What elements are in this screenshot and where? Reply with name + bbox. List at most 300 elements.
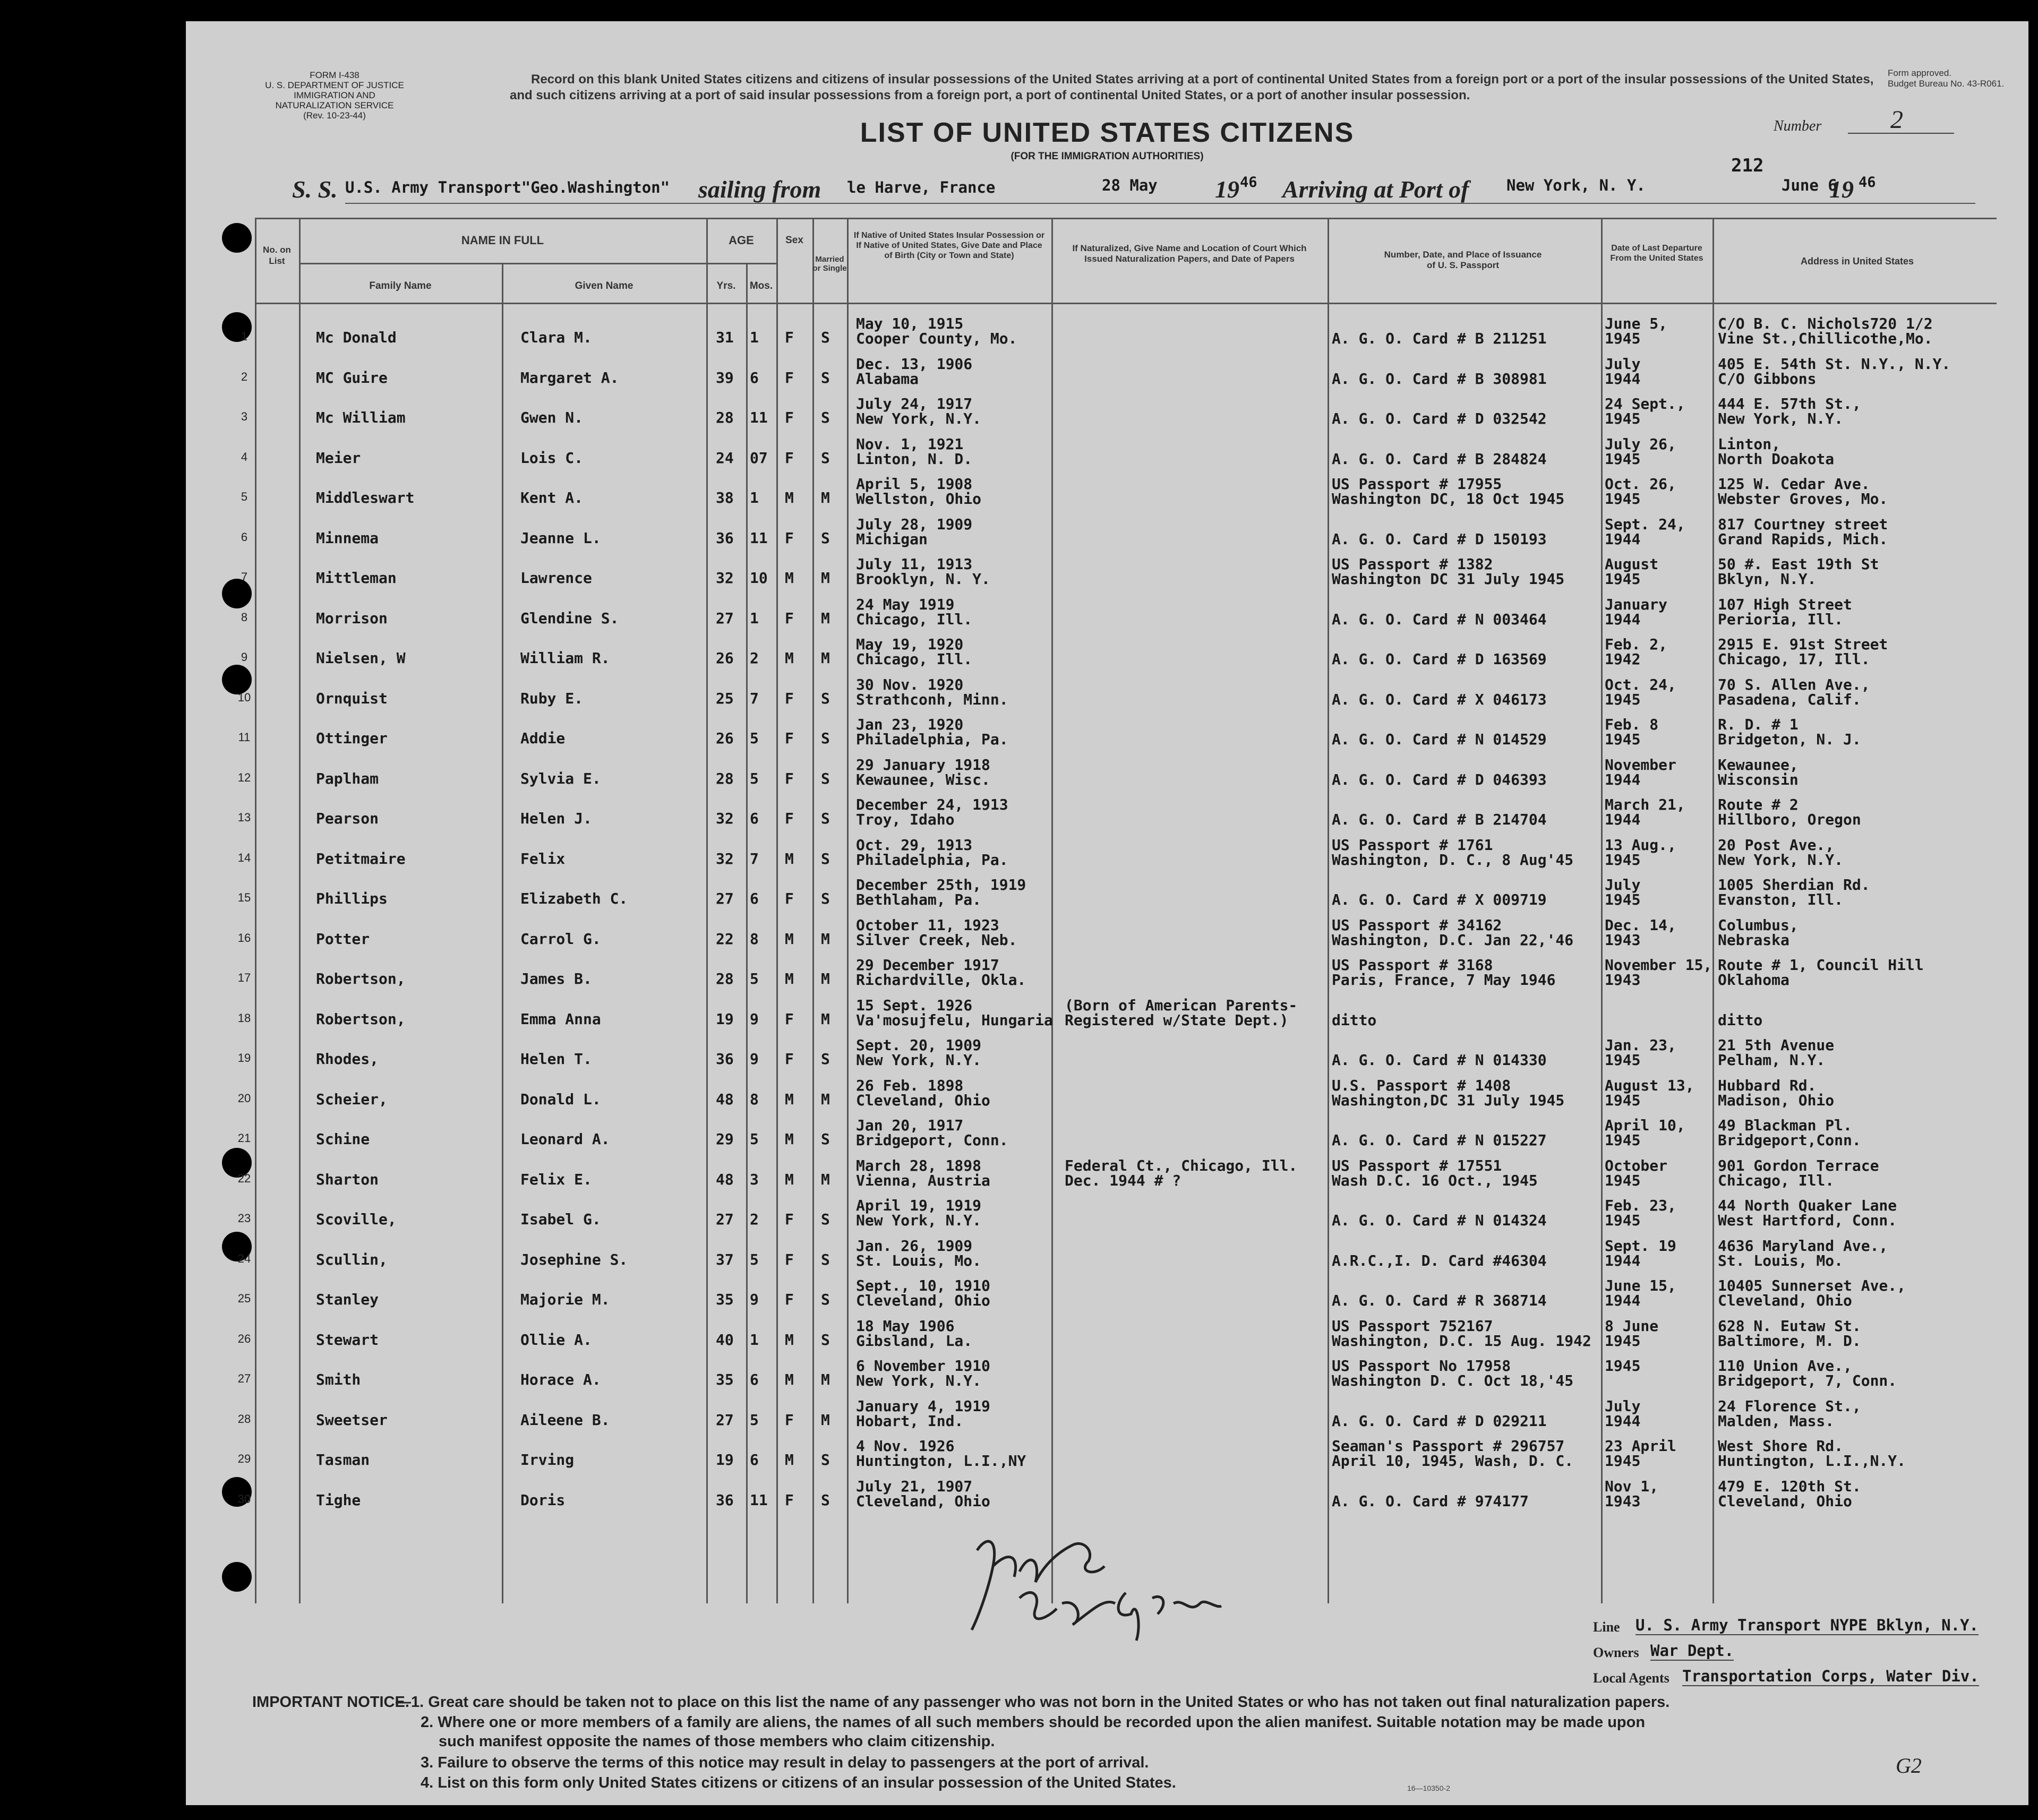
departure-line-2: 1943: [1605, 931, 1641, 949]
row-number: 11: [238, 731, 251, 744]
row-number: 1: [241, 330, 248, 343]
departure-line-1: 23 April: [1605, 1437, 1676, 1455]
departure-line-1: 1945: [1605, 1357, 1641, 1375]
birth-place: Hobart, Ind.: [856, 1412, 964, 1430]
age-years: 26: [716, 649, 734, 667]
birth-date: October 11, 1923: [856, 916, 999, 934]
manifest-sheet: [186, 21, 2028, 1805]
departure-line-2: 1945: [1605, 1332, 1641, 1350]
departure-line-2: 1945: [1605, 410, 1641, 427]
row-number: 17: [237, 971, 251, 984]
address-line-1: 628 N. Eutaw St.: [1718, 1317, 1861, 1335]
punch-hole-icon: [222, 1562, 252, 1592]
given-name: James B.: [520, 970, 592, 988]
age-months: 8: [750, 930, 759, 948]
passport-line-2: Paris, France, 7 May 1946: [1332, 971, 1556, 989]
sex: F: [785, 1050, 794, 1068]
table-row: [186, 597, 2028, 637]
table-row: [186, 1118, 2028, 1157]
birth-date: 30 Nov. 1920: [856, 675, 964, 693]
age-years: 38: [716, 489, 734, 506]
age-years: 27: [716, 890, 734, 907]
birth-date: Jan. 26, 1909: [856, 1237, 973, 1255]
table-row: [186, 677, 2028, 717]
family-name: Schine: [316, 1130, 370, 1148]
family-name: Petitmaire: [316, 849, 406, 868]
given-name: Josephine S.: [520, 1250, 628, 1268]
row-number: 13: [237, 811, 251, 824]
sailing-label: sailing from: [698, 176, 821, 203]
passport-line-2: A. G. O. Card # N 014324: [1332, 1212, 1547, 1229]
departure-line-1: January: [1605, 595, 1668, 613]
birth-place: Richardville, Okla.: [856, 971, 1026, 989]
birth-date: Jan 23, 1920: [856, 716, 964, 733]
departure-line-2: 1943: [1605, 971, 1641, 989]
departure-line-2: 1945: [1605, 1131, 1641, 1149]
row-number: 3: [241, 410, 248, 423]
table-row: [186, 917, 2028, 957]
birth-date: 29 December 1917: [856, 956, 999, 974]
row-number: 12: [237, 770, 251, 784]
address-line-2: New York, N.Y.: [1718, 410, 1844, 427]
birth-place: Bethlaham, Pa.: [856, 891, 982, 908]
address-line-2: Huntington, L.I.,N.Y.: [1718, 1452, 1906, 1470]
age-months: 1: [750, 329, 759, 346]
passport-line-2: A. G. O. Card # D 150193: [1332, 530, 1547, 548]
given-name: Margaret A.: [520, 368, 619, 387]
sex: M: [785, 930, 794, 948]
passport-line-2: A. G. O. Card # B 214704: [1332, 811, 1547, 828]
age-months: 5: [750, 1250, 759, 1268]
given-name: Carrol G.: [520, 930, 601, 948]
passport-line-1: U.S. Passport # 1408: [1332, 1076, 1511, 1094]
budget-line: Budget Bureau No. 43-R061.: [1888, 79, 2005, 89]
address-line-2: Bridgeton, N. J.: [1718, 731, 1861, 748]
age-months: 5: [750, 970, 759, 988]
given-name: Isabel G.: [520, 1211, 601, 1228]
departure-line-1: Dec. 14,: [1605, 916, 1676, 934]
birth-date: July 11, 1913: [856, 555, 973, 573]
passport-line-2: A. G. O. Card # D 163569: [1332, 650, 1547, 668]
age-months: 5: [750, 729, 759, 747]
notice-3: 3. Failure to observe the terms of this notice may result in delay to passengers at the port of arrival.: [421, 1754, 1149, 1771]
marital-status: M: [821, 609, 830, 627]
age-months: 6: [750, 1451, 759, 1469]
row-number: 2: [241, 370, 248, 383]
header-name-in-full: NAME IN FULL: [461, 234, 544, 247]
address-line-1: 21 5th Avenue: [1718, 1036, 1835, 1054]
birth-place: Cleveland, Ohio: [856, 1091, 990, 1109]
address-line-2: Vine St.,Chillicothe,Mo.: [1718, 330, 1933, 347]
table-row: [186, 1318, 2028, 1358]
address-line-2: Perioria, Ill.: [1718, 610, 1844, 628]
table-row: [186, 1037, 2028, 1077]
family-name: Mittleman: [316, 569, 397, 587]
row-number: 26: [237, 1332, 251, 1345]
age-subheader-rule: [706, 263, 776, 264]
departure-line-1: Jan. 23,: [1605, 1036, 1676, 1054]
birth-date: April 19, 1919: [856, 1197, 982, 1214]
departure-line-1: Feb. 23,: [1605, 1197, 1676, 1214]
departure-line-2: 1944: [1605, 530, 1641, 548]
table-row: [186, 316, 2028, 356]
sex: F: [785, 609, 794, 627]
passport-line-1: US Passport 752167: [1332, 1317, 1493, 1335]
marital-status: S: [821, 1250, 830, 1268]
age-years: 28: [716, 409, 734, 426]
birth-date: Nov. 1, 1921: [856, 435, 964, 453]
departure-line-1: Sept. 24,: [1605, 515, 1685, 533]
age-months: 8: [750, 1090, 759, 1108]
departure-line-1: June 5,: [1605, 315, 1668, 332]
departure-line-2: 1942: [1605, 650, 1641, 668]
birth-date: 18 May 1906: [856, 1317, 955, 1335]
given-name: Aileene B.: [520, 1411, 610, 1429]
sex: M: [785, 489, 794, 506]
family-name: Morrison: [316, 609, 388, 627]
age-years: 32: [716, 569, 734, 587]
address-line-2: West Hartford, Conn.: [1718, 1212, 1897, 1229]
passport-line-2: ditto: [1332, 1011, 1377, 1029]
birth-place: New York, N.Y.: [856, 1372, 982, 1389]
address-line-1: 4636 Maryland Ave.,: [1718, 1237, 1888, 1255]
address-line-1: 50 #. East 19th St: [1718, 555, 1879, 573]
row-number: 22: [237, 1171, 251, 1185]
birth-place: Cooper County, Mo.: [856, 330, 1017, 347]
birth-place: Va'mosujfelu, Hungaria: [856, 1011, 1053, 1029]
naturalization-line-2: Registered w/State Dept.): [1065, 1011, 1289, 1029]
departure-line-1: October: [1605, 1156, 1668, 1174]
departure-line-1: 24 Sept.,: [1605, 395, 1685, 413]
departure-line-2: 1943: [1605, 1492, 1641, 1510]
family-name: Scullin,: [316, 1250, 388, 1268]
address-line-1: 479 E. 120th St.: [1718, 1477, 1861, 1495]
departure-line-1: 13 Aug.,: [1605, 836, 1676, 854]
table-header-rule: [255, 303, 1997, 304]
address-line-1: 20 Post Ave.,: [1718, 836, 1835, 854]
given-name: Gwen N.: [520, 409, 584, 426]
marital-status: S: [821, 1451, 830, 1469]
header-mos: Mos.: [749, 280, 773, 291]
departure-line-2: 1945: [1605, 1452, 1641, 1470]
address-line-2: Oklahoma: [1718, 971, 1789, 989]
address-line-2: Cleveland, Ohio: [1718, 1292, 1852, 1309]
address-line-1: 901 Gordon Terrace: [1718, 1156, 1879, 1174]
year-prefix: 19: [1215, 176, 1239, 203]
sail-year: 46: [1240, 174, 1257, 191]
family-name: Sweetser: [316, 1411, 388, 1429]
header-passport: Number, Date, and Place of Issuance of U. S. Passport: [1384, 250, 1542, 270]
marital-status: S: [821, 409, 830, 426]
family-name: Phillips: [316, 890, 388, 907]
marital-status: M: [821, 970, 830, 988]
sex: M: [785, 1371, 794, 1388]
family-name: MC Guire: [316, 368, 388, 387]
departure-line-2: 1945: [1605, 330, 1641, 347]
address-line-2: St. Louis, Mo.: [1718, 1251, 1844, 1269]
notice-4: 4. List on this form only United States citizens or citizens of an insular possession of the United States.: [421, 1774, 1176, 1791]
page-mark: G2: [1896, 1754, 1922, 1778]
row-number: 19: [237, 1051, 251, 1064]
sex: F: [785, 409, 794, 426]
given-name: Horace A.: [520, 1371, 601, 1388]
table-row: [186, 757, 2028, 797]
passport-line-2: A. G. O. Card # D 046393: [1332, 770, 1547, 788]
owners-label: Owners: [1593, 1645, 1639, 1660]
number-label: Number: [1774, 118, 1822, 134]
birth-date: December 24, 1913: [856, 796, 1008, 813]
marital-status: M: [821, 1090, 830, 1108]
table-top-rule: [255, 218, 1997, 219]
passport-line-2: Washington, D. C., 8 Aug'45: [1332, 851, 1574, 869]
table-row: [186, 957, 2028, 997]
row-number: 21: [237, 1131, 251, 1145]
departure-line-1: Oct. 26,: [1605, 475, 1676, 493]
sex: F: [785, 1211, 794, 1228]
row-number: 15: [237, 891, 251, 904]
given-name: Doris: [520, 1491, 566, 1509]
marital-status: S: [821, 810, 830, 827]
family-name: Paplham: [316, 769, 379, 787]
sex: M: [785, 569, 794, 587]
birth-date: May 10, 1915: [856, 315, 964, 332]
age-months: 7: [750, 689, 759, 707]
address-line-1: Linton,: [1718, 435, 1781, 453]
address-line-1: 44 North Quaker Lane: [1718, 1197, 1897, 1214]
departure-line-2: 1944: [1605, 1412, 1641, 1430]
departure-line-1: July: [1605, 355, 1641, 373]
handwritten-signature: [956, 1518, 1232, 1646]
age-years: 40: [716, 1330, 734, 1349]
departure-line-1: August: [1605, 555, 1659, 573]
passport-line-1: US Passport No 17958: [1332, 1357, 1511, 1375]
address-line-1: 24 Florence St.,: [1718, 1397, 1861, 1415]
passport-line-2: A. G. O. Card # B 284824: [1332, 450, 1547, 468]
naturalization-line-1: Federal Ct., Chicago, Ill.: [1065, 1156, 1298, 1174]
sex: F: [785, 1010, 794, 1028]
birth-place: Cleveland, Ohio: [856, 1492, 990, 1510]
sex: F: [785, 689, 794, 707]
birth-place: Wellston, Ohio: [856, 490, 982, 508]
age-months: 9: [750, 1010, 759, 1028]
age-months: 5: [750, 1130, 759, 1148]
row-number: 8: [241, 610, 248, 624]
age-months: 10: [750, 569, 768, 587]
given-name: Addie: [520, 729, 566, 747]
passport-line-1: US Passport # 34162: [1332, 916, 1502, 934]
age-years: 19: [716, 1451, 734, 1469]
table-row: [186, 356, 2028, 396]
table-row: [186, 837, 2028, 877]
table-row: [186, 877, 2028, 917]
address-line-1: 125 W. Cedar Ave.: [1718, 475, 1870, 493]
departure-line-1: July 26,: [1605, 435, 1676, 453]
birth-place: New York, N.Y.: [856, 410, 982, 427]
punch-hole-icon: [222, 223, 252, 253]
departure-line-1: July: [1605, 1397, 1641, 1415]
departure-line-2: 1944: [1605, 610, 1641, 628]
birth-date: Jan 20, 1917: [856, 1117, 964, 1134]
address-line-1: 444 E. 57th St.,: [1718, 395, 1861, 413]
departure-line-2: 1945: [1605, 490, 1641, 508]
birth-place: New York, N.Y.: [856, 1051, 982, 1069]
departure-line-2: 1944: [1605, 370, 1641, 388]
passport-line-2: A. G. O. Card # B 211251: [1332, 330, 1547, 347]
address-line-1: C/O B. C. Nichols720 1/2: [1718, 315, 1933, 332]
marital-status: M: [821, 1411, 830, 1429]
arrival-port: New York, N. Y.: [1506, 176, 1646, 194]
table-row: [186, 556, 2028, 596]
table-row: [186, 436, 2028, 476]
arrival-year-prefix: 19: [1829, 176, 1854, 203]
age-years: 27: [716, 1211, 734, 1228]
age-months: 7: [750, 849, 759, 868]
agents-value: Transportation Corps, Water Div.: [1682, 1667, 1979, 1685]
address-line-2: Chicago, 17, Ill.: [1718, 650, 1870, 668]
marital-status: S: [821, 329, 830, 346]
address-line-1: Route # 1, Council Hill: [1718, 956, 1924, 974]
marital-status: M: [821, 1010, 830, 1028]
form-revision: (Rev. 10-23-44): [303, 110, 366, 121]
birth-place: Gibsland, La.: [856, 1332, 973, 1350]
marital-status: S: [821, 1330, 830, 1349]
marital-status: M: [821, 1170, 830, 1188]
departure-line-2: 1945: [1605, 1051, 1641, 1069]
age-years: 32: [716, 810, 734, 827]
sex: F: [785, 1491, 794, 1509]
passport-line-2: April 10, 1945, Wash, D. C.: [1332, 1452, 1574, 1470]
birth-place: Troy, Idaho: [856, 811, 955, 828]
age-years: 24: [716, 449, 734, 467]
row-number: 24: [237, 1251, 251, 1265]
marital-status: S: [821, 769, 830, 787]
birth-place: Silver Creek, Neb.: [856, 931, 1017, 949]
table-row: [186, 998, 2028, 1037]
row-number: 6: [241, 530, 248, 544]
passport-line-2: Washington D. C. Oct 18,'45: [1332, 1372, 1574, 1389]
address-line-1: 49 Blackman Pl.: [1718, 1117, 1852, 1134]
arrival-year: 46: [1859, 174, 1876, 191]
birth-date: Sept. 20, 1909: [856, 1036, 982, 1054]
marital-status: M: [821, 649, 830, 667]
address-line-1: Kewaunee,: [1718, 756, 1799, 774]
age-months: 5: [750, 769, 759, 787]
notice-2a: 2. Where one or more members of a family are aliens, the names of all such members should be recorded upon the alien manifest. Suitable notation may be made upon: [421, 1714, 1646, 1731]
approved-line: Form approved.: [1888, 68, 1951, 78]
address-line-2: Malden, Mass.: [1718, 1412, 1835, 1430]
passport-line-1: US Passport # 17955: [1332, 475, 1502, 493]
given-name: Emma Anna: [520, 1010, 601, 1028]
row-number: 29: [237, 1452, 251, 1465]
table-row: [186, 476, 2028, 516]
row-number: 28: [237, 1412, 251, 1426]
age-years: 27: [716, 1411, 734, 1429]
age-months: 11: [750, 529, 768, 547]
marital-status: S: [821, 849, 830, 868]
table-row: [186, 637, 2028, 676]
family-name: Scheier,: [316, 1090, 388, 1108]
table-row: [186, 1438, 2028, 1478]
page-title: LIST OF UNITED STATES CITIZENS: [860, 117, 1355, 148]
row-number: 20: [237, 1091, 251, 1105]
age-years: 35: [716, 1371, 734, 1388]
address-line-2: Cleveland, Ohio: [1718, 1492, 1852, 1510]
departure-line-1: April 10,: [1605, 1117, 1685, 1134]
marital-status: S: [821, 368, 830, 387]
sex: F: [785, 729, 794, 747]
sex: F: [785, 1411, 794, 1429]
age-years: 39: [716, 368, 734, 387]
address-line-2: Baltimore, M. D.: [1718, 1332, 1861, 1350]
family-name: Pearson: [316, 810, 379, 827]
address-line-1: 10405 Sunnerset Ave.,: [1718, 1277, 1906, 1294]
marital-status: S: [821, 1050, 830, 1068]
from-port: le Harve, France: [847, 178, 996, 196]
birth-place: Vienna, Austria: [856, 1171, 990, 1189]
given-name: Felix E.: [520, 1170, 592, 1188]
passport-line-1: Seaman's Passport # 296757: [1332, 1437, 1565, 1455]
address-line-1: R. D. # 1: [1718, 716, 1799, 733]
birth-place: New York, N.Y.: [856, 1212, 982, 1229]
age-years: 27: [716, 609, 734, 627]
owners-value: War Dept.: [1650, 1642, 1734, 1660]
line-value: U. S. Army Transport NYPE Bklyn, N.Y.: [1635, 1616, 1979, 1634]
address-line-1: Hubbard Rd.: [1718, 1076, 1817, 1094]
family-name: Sharton: [316, 1170, 379, 1188]
table-row: [186, 1158, 2028, 1198]
age-years: 22: [716, 930, 734, 948]
naturalization-line-2: Dec. 1944 # ?: [1065, 1171, 1181, 1189]
passport-line-2: A. G. O. Card # D 032542: [1332, 410, 1547, 427]
departure-line-1: Sept. 19: [1605, 1237, 1676, 1255]
row-number: 4: [241, 450, 248, 463]
table-row: [186, 1278, 2028, 1318]
departure-line-1: August 13,: [1605, 1076, 1694, 1094]
birth-date: January 4, 1919: [856, 1397, 990, 1415]
birth-place: Michigan: [856, 530, 928, 548]
family-name: Scoville,: [316, 1211, 397, 1228]
age-months: 6: [750, 890, 759, 907]
row-number: 14: [237, 851, 251, 864]
departure-line-2: 1945: [1605, 450, 1641, 468]
birth-date: Oct. 29, 1913: [856, 836, 973, 854]
ship-name: U.S. Army Transport"Geo.Washington": [345, 178, 670, 196]
header-address: Address in United States: [1800, 256, 1914, 267]
passport-line-2: A. G. O. Card # X 046173: [1332, 690, 1547, 708]
age-years: 36: [716, 529, 734, 547]
intro-text: Record on this blank United States citizens and citizens of insular possessions of the United States arriving at a port of continental United States from a foreign port or a port of the insular possessions of the United States, and such citizens arriving at a port of said insular possessions from a foreign port, a port of continental United States, or a port of another insular possession.: [510, 72, 1874, 102]
passport-line-2: Wash D.C. 16 Oct., 1945: [1332, 1171, 1538, 1189]
sex: M: [785, 1170, 794, 1188]
departure-line-1: November 15,: [1605, 956, 1712, 974]
family-name: Tasman: [316, 1451, 370, 1469]
address-line-1: Route # 2: [1718, 796, 1799, 813]
family-name: Ornquist: [316, 689, 388, 707]
departure-line-1: Feb. 2,: [1605, 636, 1668, 653]
birth-place: St. Louis, Mo.: [856, 1251, 982, 1269]
passport-line-2: A. G. O. Card # N 015227: [1332, 1131, 1547, 1149]
marital-status: M: [821, 489, 830, 506]
address-line-2: Webster Groves, Mo.: [1718, 490, 1888, 508]
passport-line-2: Washington, D.C. 15 Aug. 1942: [1332, 1332, 1591, 1350]
sex: M: [785, 649, 794, 667]
birth-date: July 24, 1917: [856, 395, 973, 413]
passport-line-2: Washington, D.C. Jan 22,'46: [1332, 931, 1574, 949]
age-months: 11: [750, 1491, 768, 1509]
passport-line-1: US Passport # 1761: [1332, 836, 1493, 854]
given-name: Elizabeth C.: [520, 890, 628, 907]
row-number: 9: [241, 650, 248, 664]
